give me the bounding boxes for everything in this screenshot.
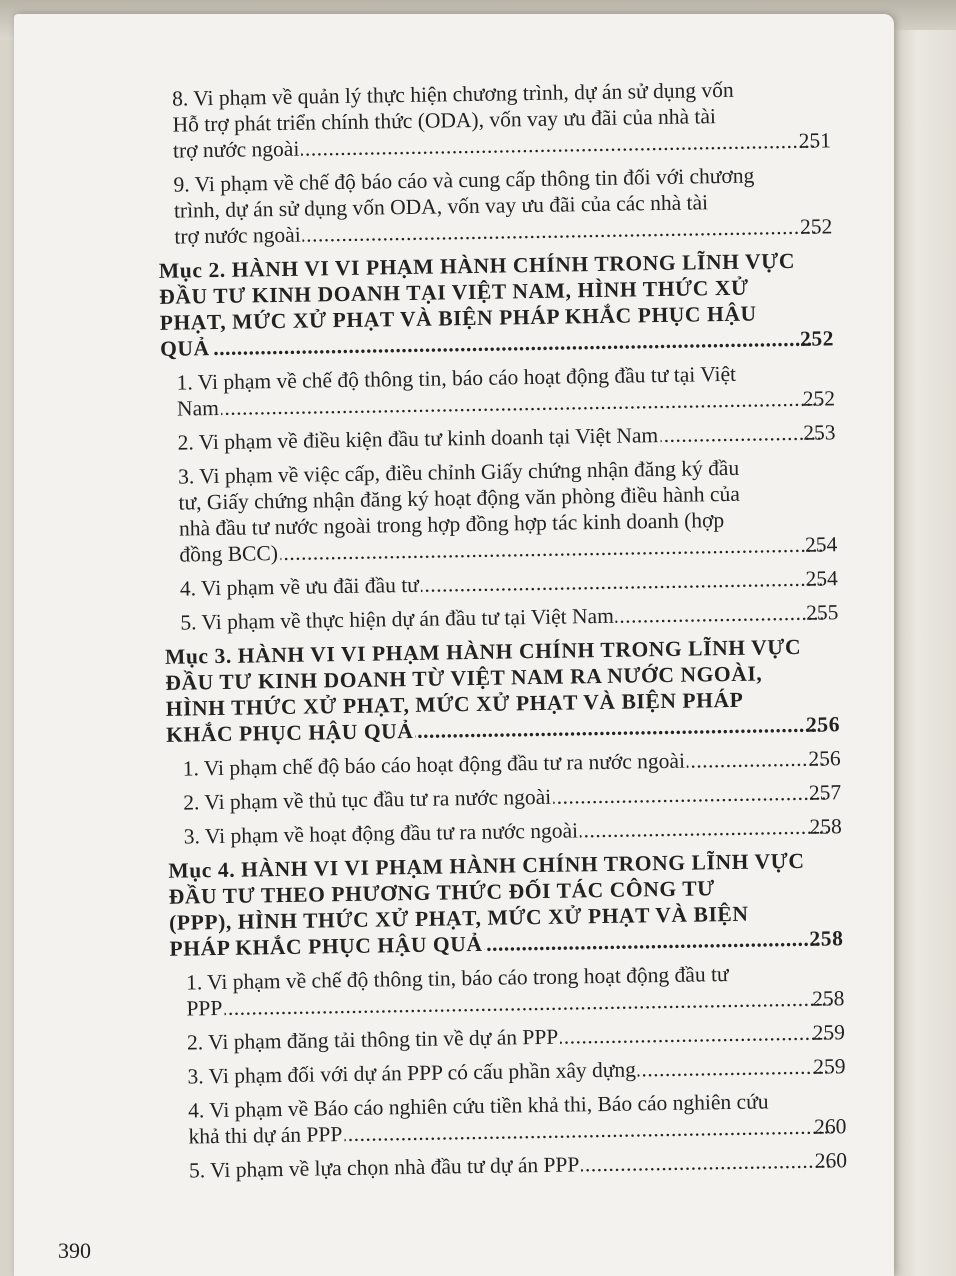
dot-leader	[660, 420, 822, 449]
toc-page-number: 252	[799, 326, 835, 351]
dot-leader	[415, 712, 820, 744]
toc-entry-title: 2. Vi phạm về điều kiện đầu tư kinh doanh tại Việt Nam	[177, 423, 659, 455]
toc-page-number: 255	[805, 600, 839, 625]
toc-entry-line: 4. Vi phạm về Báo cáo nghiên cứu tiền khả thi, Báo cáo nghiên cứu	[187, 1089, 769, 1123]
toc-page-number: 257	[808, 780, 842, 805]
toc-entry-leader-line	[183, 813, 842, 849]
toc-entry	[166, 1087, 847, 1150]
toc-section-heading	[162, 847, 844, 962]
toc-entry-title: khả thi dự án PPP	[188, 1122, 343, 1149]
toc-entry-line: 9. Vi phạm về chế độ báo cáo và cung cấp thông tin đối với chương	[173, 163, 755, 197]
toc-entry-line: tư, Giấy chứng nhận đăng ký hoạt động văn phòng điều hành của	[178, 481, 740, 515]
dot-leader	[638, 1053, 832, 1082]
toc-section-heading	[159, 633, 841, 748]
toc-entry	[165, 1019, 845, 1056]
toc-page-number: 256	[808, 746, 841, 771]
dot-leader	[581, 1147, 833, 1177]
toc-page-number: 251	[798, 128, 832, 153]
page-number: 390	[58, 1238, 91, 1263]
toc-entry-title: trợ nước ngoài	[174, 222, 301, 249]
toc-entry-title: QUẢ	[159, 336, 210, 361]
toc-page-number: 260	[814, 1148, 848, 1173]
toc-entry-line: trình, dự án sử dụng vốn ODA, vốn vay ưu đãi của các nhà tài	[173, 190, 709, 223]
toc-entry-leader-line	[188, 1147, 848, 1183]
toc-entry-line: Hỗ trợ phát triển chính thức (ODA), vốn vay ưu đãi của nhà tài	[172, 104, 717, 137]
toc-entry-title: Nam	[176, 395, 220, 421]
toc-entry-line: ĐẦU TƯ THEO PHƯƠNG THỨC ĐỐI TÁC CÔNG TƯ	[168, 876, 716, 909]
toc-page-number: 258	[811, 986, 845, 1011]
toc-page-number: 258	[809, 926, 844, 951]
toc-entry-leader-line	[180, 599, 839, 635]
toc-entry	[161, 745, 841, 782]
toc-entry-leader-line	[186, 1019, 846, 1055]
dot-leader	[560, 1019, 831, 1049]
toc-entry-title: 4. Vi phạm về ưu đãi đầu tư	[179, 572, 420, 601]
toc-entry	[165, 1053, 845, 1090]
toc-entry	[164, 959, 845, 1022]
toc-entry	[154, 359, 835, 422]
toc-entry-line: ĐẦU TƯ KINH DOANH TỪ VIỆT NAM RA NƯỚC NGOÀI,	[165, 661, 763, 695]
toc-entry-leader-line	[177, 419, 836, 455]
toc-entry	[162, 813, 842, 850]
toc-entry	[155, 419, 835, 456]
toc-entry-title: PPP	[186, 995, 223, 1021]
toc-entry-line: 1. Vi phạm về chế độ thông tin, báo cáo trong hoạt động đầu tư	[185, 962, 729, 995]
toc-entry-title: 5. Vi phạm về lựa chọn nhà đầu tư dự án PPP	[188, 1152, 580, 1183]
toc-entry-title: 5. Vi phạm về thực hiện dự án đầu tư tại Việt Nam	[180, 603, 615, 635]
dot-leader	[687, 745, 827, 773]
toc-entry	[161, 779, 841, 816]
toc-section-heading	[153, 247, 835, 362]
toc-entry-line: Mục 3. HÀNH VI VI PHẠM HÀNH CHÍNH TRONG LĨNH VỰC	[164, 634, 802, 669]
toc-page-number: 254	[805, 566, 839, 591]
toc-entry-leader-line	[179, 565, 839, 601]
dot-leader	[484, 926, 823, 957]
toc-entry	[150, 75, 831, 164]
toc-page-number: 256	[805, 712, 841, 737]
toc-entry-line: PHẠT, MỨC XỬ PHẠT VÀ BIỆN PHÁP KHẮC PHỤC HẬU	[159, 301, 757, 335]
toc-entry-line: HÌNH THỨC XỬ PHẠT, MỨC XỬ PHẠT VÀ BIỆN PHÁP	[165, 687, 744, 721]
toc-entry-line: Mục 2. HÀNH VI VI PHẠM HÀNH CHÍNH TRONG LĨNH VỰC	[158, 248, 796, 283]
toc-entry-title: 2. Vi phạm đăng tải thông tin về dự án PPP	[186, 1024, 559, 1055]
toc-entry-title: 2. Vi phạm về thủ tục đầu tư ra nước ngoài	[183, 784, 552, 815]
toc-entry-leader-line	[182, 745, 841, 781]
toc-page-number: 260	[813, 1114, 847, 1139]
toc-entry-line: 8. Vi phạm về quản lý thực hiện chương trình, dự án sử dụng vốn	[172, 77, 734, 111]
dot-leader	[421, 565, 824, 597]
toc-entry-line: 1. Vi phạm về chế độ thông tin, báo cáo hoạt động đầu tư tại Việt	[176, 361, 737, 395]
toc-entry-line: 3. Vi phạm về việc cấp, điều chỉnh Giấy chứng nhận đăng ký đầu	[177, 455, 740, 489]
toc-entry-title: 3. Vi phạm về hoạt động đầu tư ra nước ngoài	[183, 818, 579, 849]
toc-entry	[156, 453, 838, 568]
toc-page-number: 253	[803, 420, 836, 445]
toc-entry-leader-line	[183, 779, 842, 815]
toc-entry-title: KHẮC PHỤC HẬU QUẢ	[166, 718, 414, 747]
toc-entry	[158, 565, 838, 602]
toc-entry	[167, 1147, 847, 1184]
dot-leader	[580, 813, 828, 843]
toc-entry-title: trợ nước ngoài	[172, 136, 300, 163]
toc-entry-title: 1. Vi phạm chế độ báo cáo hoạt động đầu tư ra nước ngoài	[182, 748, 686, 781]
dot-leader	[553, 779, 827, 809]
toc-page-number: 254	[804, 532, 838, 557]
toc-entry-line: ĐẦU TƯ KINH DOANH TẠI VIỆT NAM, HÌNH THỨC XỬ	[159, 275, 749, 309]
toc-entry	[158, 599, 838, 636]
toc-entry-title: 3. Vi phạm đối với dự án PPP có cấu phần xây dựng	[187, 1057, 637, 1089]
toc-page-number: 259	[813, 1054, 846, 1079]
dot-leader	[616, 599, 825, 628]
toc-entry-title: PHÁP KHẮC PHỤC HẬU QUẢ	[169, 931, 483, 961]
toc-entry-title: đồng BCC)	[179, 541, 279, 567]
toc-page-number: 259	[812, 1020, 846, 1045]
toc-entry-line: nhà đầu tư nước ngoài trong hợp đồng hợp tác kinh doanh (hợp	[178, 508, 725, 541]
toc-entry-leader-line	[187, 1053, 846, 1089]
toc-entry	[151, 161, 832, 250]
toc-page-number: 258	[809, 814, 842, 839]
toc-page-number: 252	[802, 386, 836, 411]
toc-page-number: 252	[799, 214, 833, 239]
toc-entry-line: (PPP), HÌNH THỨC XỬ PHẠT, MỨC XỬ PHẠT VÀ BIỆN	[168, 901, 749, 935]
toc-entry-line: Mục 4. HÀNH VI VI PHẠM HÀNH CHÍNH TRONG LĨNH VỰC	[168, 848, 805, 883]
table-of-contents	[150, 75, 847, 1192]
next-page-edge	[892, 30, 956, 1276]
